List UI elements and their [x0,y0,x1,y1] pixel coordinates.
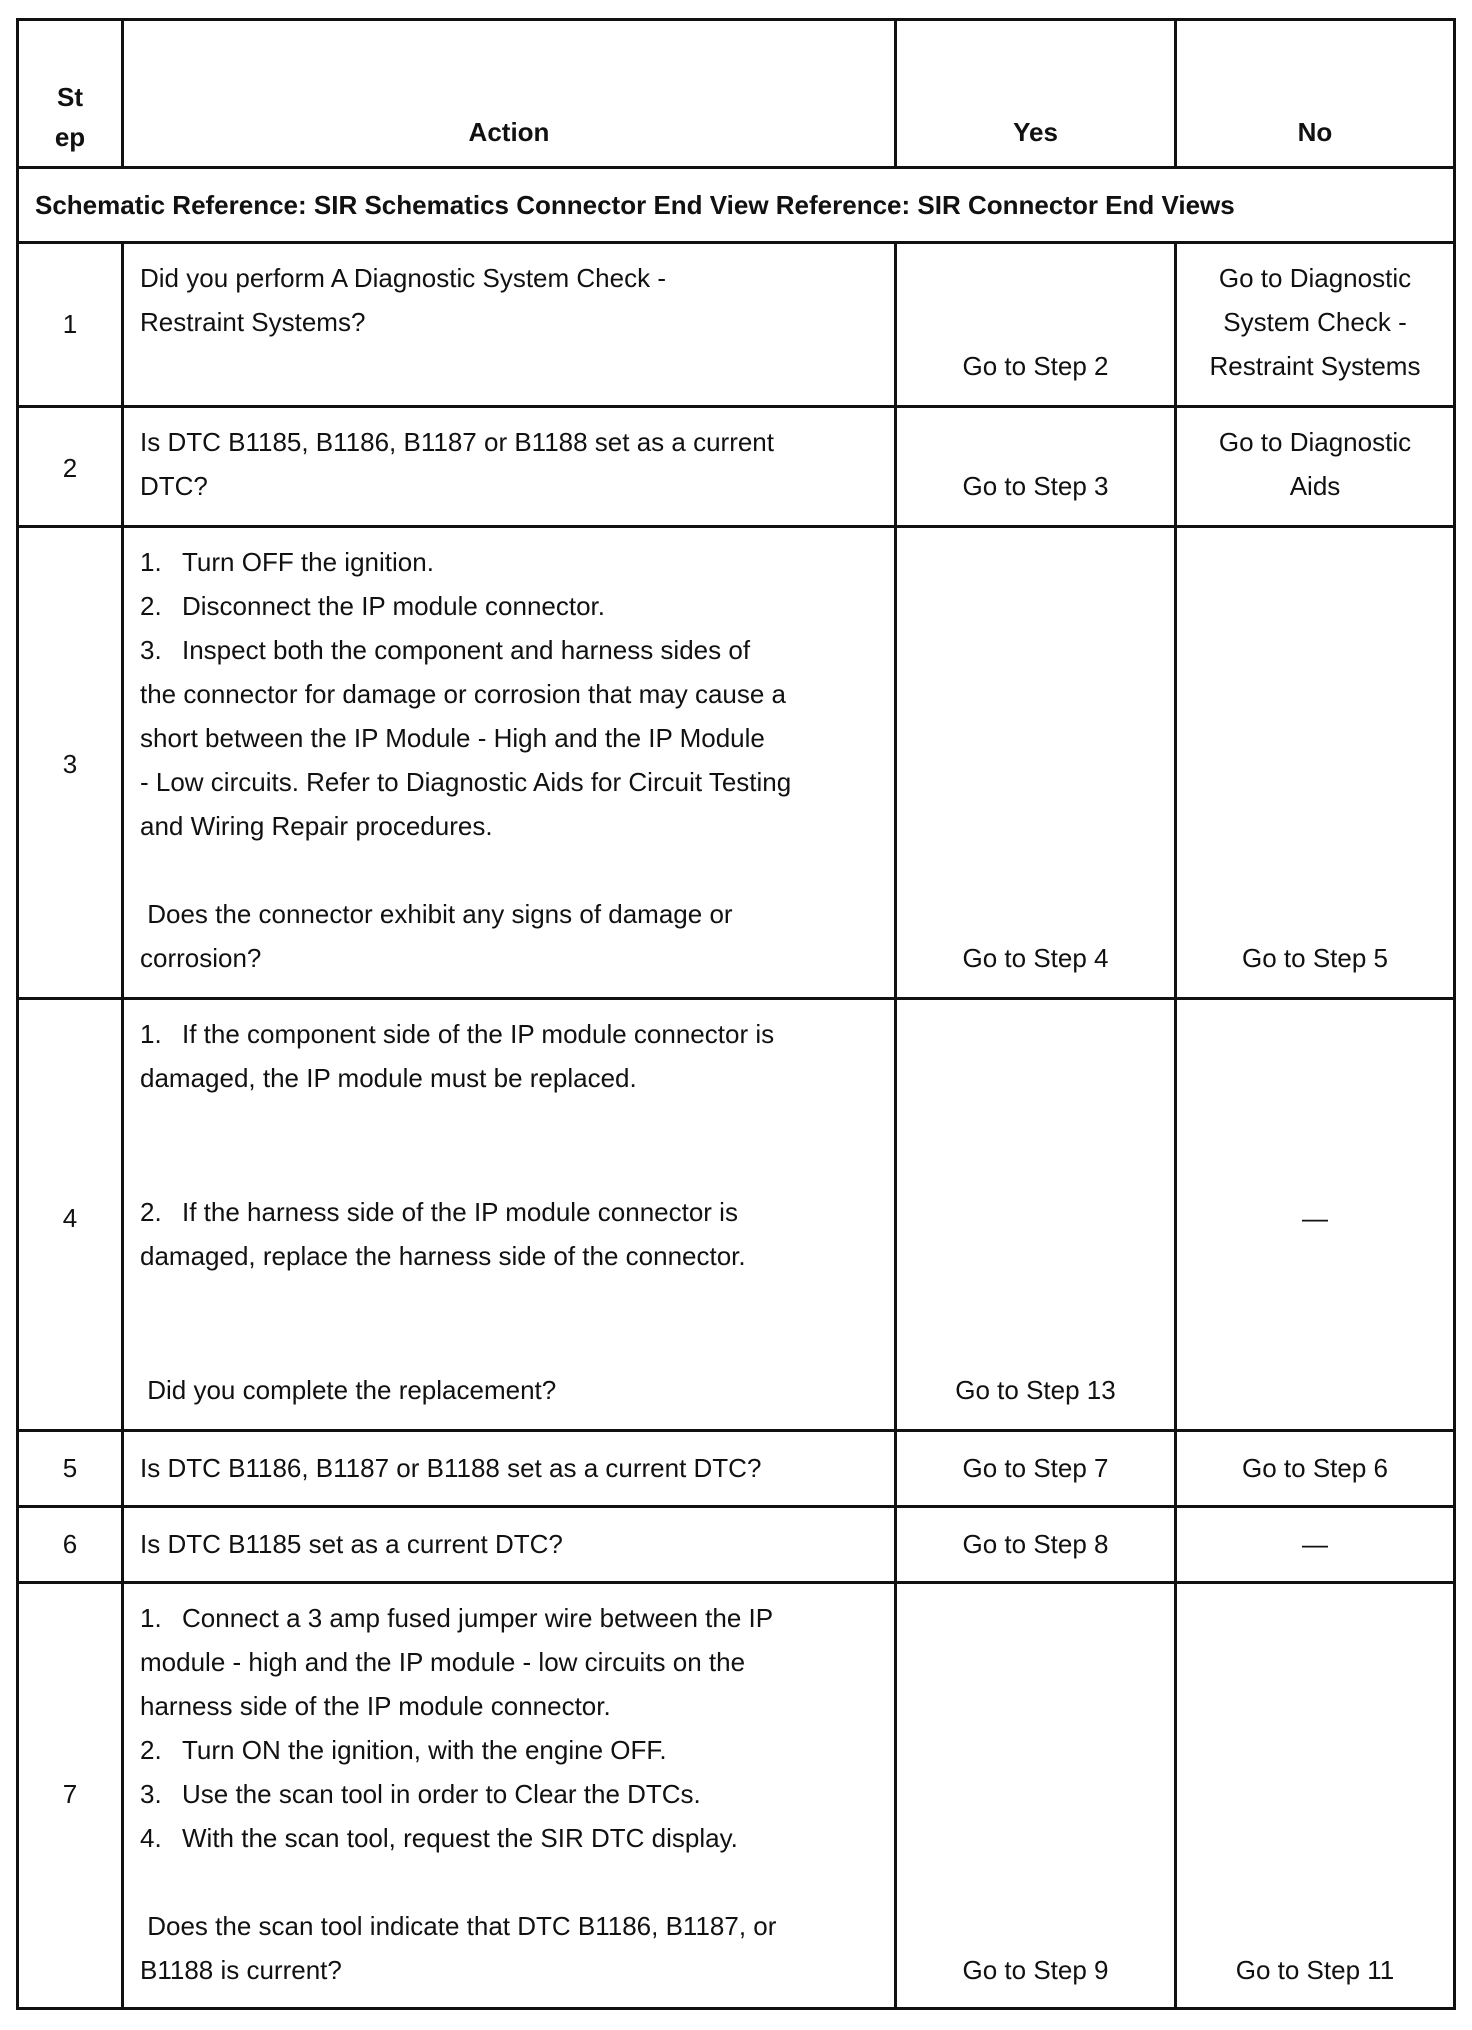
list-item: 2. Disconnect the IP module connector. [140,591,605,621]
question-line: Did you complete the replacement? [140,1375,557,1405]
list-item: 4. With the scan tool, request the SIR DTC display. [140,1823,738,1853]
table-row-step-5 [19,1432,1453,1508]
header-step-line1: St [57,82,83,112]
continuation-line: and Wiring Repair procedures. [140,811,493,841]
yes-link[interactable]: Go to Step 3 [962,471,1109,501]
no-link[interactable]: Go to Step 6 [1242,1453,1388,1483]
no-link[interactable]: Go to Step 5 [1242,943,1388,973]
step-number: 7 [62,1779,78,1809]
continuation-line: damaged, replace the harness side of the connector. [140,1241,746,1271]
action-line: DTC? [140,471,208,501]
table-row-step-2 [19,408,1453,528]
table-row-step-7 [19,1584,1453,2007]
list-item: 2. If the harness side of the IP module connector is [140,1197,738,1227]
no-link[interactable]: Go to Diagnostic Aids [1218,427,1412,501]
header-action: Action [124,21,897,166]
no-dash: — [1302,1203,1328,1233]
header-yes: Yes [897,21,1177,166]
step-number: 5 [62,1453,78,1483]
step-number: 2 [62,453,78,483]
step-number: 1 [62,309,78,339]
header-step [19,21,124,166]
action-line: Restraint Systems? [140,307,366,337]
diagnostic-table [16,18,1456,2010]
table-header-row [19,21,1453,169]
no-link[interactable]: Go to Diagnostic System Check - Restraint Systems [1209,263,1421,381]
step-number: 6 [62,1529,78,1559]
continuation-line: short between the IP Module - High and the IP Module [140,723,765,753]
list-item: 3. Inspect both the component and harness sides of [140,635,751,665]
header-no: No [1297,117,1333,147]
action-line: Is DTC B1185, B1186, B1187 or B1188 set as a current [140,427,774,457]
table-row-step-4 [19,1000,1453,1432]
continuation-line: module - high and the IP module - low circuits on the [140,1647,746,1677]
question-line: B1188 is current? [140,1955,342,1985]
step-number: 3 [62,749,78,779]
continuation-line: damaged, the IP module must be replaced. [140,1063,637,1093]
yes-link[interactable]: Go to Step 8 [962,1529,1109,1559]
header-step-line2: ep [54,122,86,152]
list-item: 1. If the component side of the IP module connector is [140,1019,775,1049]
list-item: 2. Turn ON the ignition, with the engine OFF. [140,1735,667,1765]
yes-link[interactable]: Go to Step 9 [962,1955,1109,1985]
list-item: 3. Use the scan tool in order to Clear the DTCs. [140,1779,701,1809]
table-row-step-3 [19,528,1453,1000]
no-dash: — [1302,1529,1328,1559]
action-line: Did you perform A Diagnostic System Check - [140,263,666,293]
yes-link[interactable]: Go to Step 7 [962,1453,1109,1483]
action-line: Is DTC B1186, B1187 or B1188 set as a current DTC? [140,1453,762,1483]
yes-link[interactable]: Go to Step 2 [962,351,1109,381]
no-link[interactable]: Go to Step 11 [1235,1955,1395,1985]
list-item: 1. Turn OFF the ignition. [140,547,434,577]
question-line: Does the scan tool indicate that DTC B1186, B1187, or [140,1911,777,1941]
step-number: 4 [62,1203,78,1233]
continuation-line: - Low circuits. Refer to Diagnostic Aids for Circuit Testing [140,767,792,797]
action-line: Is DTC B1185 set as a current DTC? [140,1529,563,1559]
list-item: 1. Connect a 3 amp fused jumper wire between the IP [140,1603,774,1633]
table-row-step-6 [19,1508,1453,1584]
question-line: corrosion? [140,943,262,973]
yes-link[interactable]: Go to Step 4 [962,943,1109,973]
schematic-reference-row [19,169,1453,244]
question-line: Does the connector exhibit any signs of damage or [140,899,733,929]
continuation-line: harness side of the IP module connector. [140,1691,611,1721]
table-row-step-1 [19,244,1453,408]
yes-link[interactable]: Go to Step 13 [955,1375,1116,1405]
continuation-line: the connector for damage or corrosion that may cause a [140,679,787,709]
schematic-reference: Schematic Reference: SIR Schematics Connector End View Reference: SIR Connector End Views [35,190,1235,220]
